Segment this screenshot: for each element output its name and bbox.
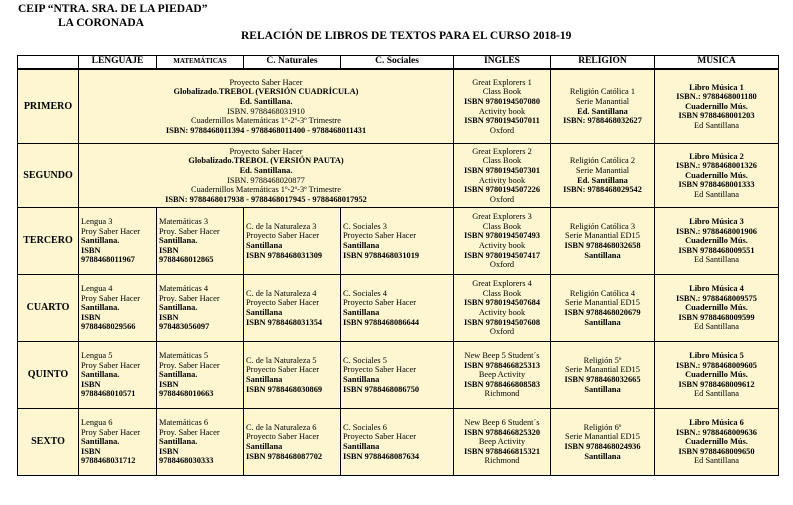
cell-line: Cuadernillo Mús. [685,170,748,180]
col-header-lengua: LENGUAJE [79,56,157,70]
cell-line: Proy. Saber Hacer [159,293,220,303]
cell-musica [655,69,779,144]
cell-ingles [454,144,551,208]
cell-line: Serie Manantial ED15 [565,298,640,308]
cell-line: Great Explorers 1 [472,77,532,87]
cell-line: ISBN: 9788468017938 - 9788468017945 - 9788468017952 [165,194,367,204]
cell-line: ISBN 9788468032665 [564,375,641,384]
cell-line: ISBN 9788468001333 [678,180,755,190]
cell-line: ISBN [81,245,101,255]
cell-line: ISBN [81,312,101,322]
cell-line: ISBN [159,312,179,322]
cell-line: Proy. Saber Hacer [159,226,220,236]
cell-line: Libro Música 2 [689,151,744,161]
cell-line: Ed Santillana [694,456,739,466]
cell-line: Serie Manantial ED15 [565,432,640,442]
cell-line: Proyecto Saber Hacer [343,432,417,442]
cell-line: Proyecto Saber Hacer [343,298,417,308]
cell-line: ISBN 9780194507608 [463,317,541,327]
cell-line: Proy. Saber Hacer [159,427,220,437]
cell-line: ISBN 9788468031354 [246,317,323,327]
cell-line: Ed. Santillana [577,106,628,116]
cell-naturales [244,208,341,275]
row-segundo [18,144,779,208]
cell-line: Globalizado.TREBOL (VERSIÓN CUADRÍCULA) [173,87,359,97]
cell-line: Libro Música 3 [689,217,744,227]
cell-ingles [454,275,551,342]
cell-line: Activity book [478,308,526,317]
books-table [17,55,779,476]
col-header-naturales: C. Naturales [244,56,341,70]
cell-line: ISBN 9788466825313 [463,360,541,370]
cell-line: Santillana [246,241,283,250]
cell-line: Serie Manantial ED15 [565,365,640,375]
cell-line: Santillana [246,308,283,317]
cell-line: Religión Católica 2 [569,156,636,166]
cell-matematicas [157,409,244,476]
cell-line: ISBN.: 9788468001906 [676,226,757,236]
cell-line: C. Sociales 6 [343,422,387,432]
cell-line: ISBN 9788468009650 [678,446,755,456]
cell-line: C. de la Naturaleza 4 [246,288,317,298]
grade-label: TERCERO [18,208,79,275]
cell-line: Class Book [482,221,522,231]
cell-line: Cuadernillo Mús. [685,370,748,380]
cell-line: Santillana [584,250,621,260]
cell-line: 9788468030333 [159,456,214,466]
row-sexto [18,409,779,476]
cell-line: Proyecto Saber Hacer [246,432,320,442]
cell-line: Proy Saber Hacer [81,293,141,303]
cell-religion [551,342,655,409]
grade-label: PRIMERO [18,69,79,144]
cell-line: Matemáticas 6 [159,418,209,428]
cell-line: ISBN 9780194507684 [463,298,541,308]
col-header-sociales: C. Sociales [341,56,454,70]
cell-line: Santillana. [81,236,120,246]
cell-line: Santillana [246,375,283,384]
cell-line: Ed Santillana [694,322,739,332]
header-row [18,56,779,70]
cell-religion [551,275,655,342]
cell-line: Proy Saber Hacer [81,427,141,437]
cell-line: ISBN 9788468009612 [678,379,755,389]
cell-line: Ed Santillana [694,389,739,399]
cell-line: Santillana. [159,236,198,246]
cell-line: ISBN: 9788468032627 [563,116,642,126]
corner-cell [18,56,79,70]
cell-line: Santillana [343,442,380,451]
cell-line: 9788468010571 [81,389,136,399]
cell-line: ISBN [159,379,179,389]
cell-line: ISBN [159,446,179,456]
col-header-musica: MÚSICA [655,56,779,70]
cell-sociales [341,342,454,409]
school-name-line2: LA CORONADA [58,17,144,29]
grade-label: CUARTO [18,275,79,342]
cell-line: Santillana. [81,303,120,313]
cell-sociales [341,208,454,275]
school-name [18,2,207,30]
cell-line: ISBN. 9788468031910 [227,106,305,116]
cell-religion [551,69,655,144]
cell-line: Oxford [489,194,515,204]
cell-line: 9788468029566 [81,322,136,332]
cell-line: Ed. Santillana [577,175,628,185]
cell-line: Proyecto Saber Hacer [229,77,303,87]
cell-lengua [79,208,157,275]
cell-line: Beep Activity [478,370,526,380]
cell-line: C. de la Naturaleza 6 [246,422,317,432]
cell-line: Religión 6º [583,422,622,432]
cell-line: Serie Manantial ED15 [565,231,640,241]
cell-line: New Beep 5 Student´s [464,351,540,361]
cell-line: ISBN 9788466825320 [463,427,541,437]
cell-line: Religión Católica 4 [569,288,636,298]
cell-globalizado [79,69,454,144]
cell-line: ISBN 9780194507301 [463,165,541,175]
cell-line: Santillana [246,442,283,451]
cell-religion [551,208,655,275]
cell-line: Cuadernillo Mús. [685,236,748,246]
cell-musica [655,208,779,275]
cell-line: Great Explorers 2 [472,146,532,156]
cell-line: Oxford [489,260,515,270]
cell-line: Cuadernillos Matemáticas 1º-2º-3º Trimestre [191,185,341,195]
cell-line: ISBN 9788466815321 [463,446,541,456]
cell-line: 9788468031712 [81,456,136,466]
cell-line: C. Sociales 4 [343,288,387,298]
cell-globalizado [79,144,454,208]
col-header-religion: RELIGIÓN [551,56,655,70]
school-name-line1: CEIP “NTRA. SRA. DE LA PIEDAD” [18,3,208,15]
cell-matematicas [157,208,244,275]
cell-line: 9788468011967 [81,255,135,265]
cell-line: Libro Música 5 [689,351,744,361]
grade-label: QUINTO [18,342,79,409]
cell-matematicas [157,342,244,409]
cell-line: ISBN 9780194507011 [464,116,540,126]
cell-line: Matemáticas 3 [159,217,209,227]
cell-line: Great Explorers 4 [472,279,532,289]
cell-line: Proyecto Saber Hacer [246,231,320,241]
cell-line: Ed Santillana [694,189,739,199]
cell-line: Cuadernillos Matemáticas 1º-2º-3º Trimestre [191,116,341,126]
cell-line: ISBN 9780194507417 [463,250,541,260]
cell-musica [655,144,779,208]
cell-line: Lengua 4 [81,284,113,294]
cell-line: C. de la Naturaleza 3 [246,221,317,231]
cell-line: ISBN 9780194507226 [463,185,541,195]
cell-line: ISBN 9788468009599 [678,312,755,322]
cell-line: Proyecto Saber Hacer [246,298,320,308]
cell-sociales [341,275,454,342]
cell-line: Ed. Santillana. [239,165,293,175]
cell-line: Proyecto Saber Hacer [229,146,303,156]
cell-line: ISBN 9788468024936 [564,442,641,451]
cell-naturales [244,342,341,409]
cell-line: Proyecto Saber Hacer [246,365,320,375]
cell-line: Santillana. [159,370,198,380]
cell-musica [655,275,779,342]
cell-line: Activity book [478,175,526,185]
cell-line: Activity book [478,241,526,250]
cell-line: Ed. Santillana. [239,96,293,106]
cell-line: Religión 5º [583,355,622,365]
cell-line: Libro Música 1 [689,82,744,92]
cell-religion [551,409,655,476]
cell-line: 9788468012865 [159,255,214,265]
cell-line: Santillana. [81,437,120,447]
cell-line: Lengua 6 [81,418,113,428]
cell-line: Matemáticas 4 [159,284,209,294]
cell-line: Activity book [478,106,526,116]
cell-line: C. Sociales 5 [343,355,387,365]
row-primero [18,69,779,144]
cell-line: ISBN.: 9788468009605 [676,360,757,370]
cell-line: 9788468010663 [159,389,214,399]
cell-line: ISBN 9788468001203 [678,111,755,121]
cell-line: ISBN.: 9788468001180 [676,92,757,102]
cell-line: ISBN: 9788468011394 - 9788468011400 - 9788468011431 [165,125,367,135]
cell-line: Class Book [482,156,522,166]
cell-line: Lengua 5 [81,351,113,361]
cell-naturales [244,275,341,342]
cell-line: Santillana. [159,303,198,313]
cell-line: Great Explorers 3 [472,212,532,222]
cell-line: Santillana [343,375,380,384]
cell-line: ISBN. 9788468020877 [227,175,305,185]
cell-line: Class Book [482,288,522,298]
cell-line: Cuadernillo Mús. [685,303,748,313]
cell-line: Proyecto Saber Hacer [343,365,417,375]
cell-line: ISBN 9788468086750 [343,384,420,394]
cell-musica [655,342,779,409]
cell-line: Serie Manantial [575,165,630,175]
cell-line: Santillana [584,317,621,327]
cell-line: ISBN [81,379,101,389]
cell-line: Proyecto Saber Hacer [343,231,417,241]
cell-lengua [79,409,157,476]
col-header-matematicas: MATEMÁTICAS [157,56,244,70]
cell-line: ISBN.: 9788468009575 [676,293,757,303]
cell-line: Santillana [343,308,380,317]
cell-line: Proy Saber Hacer [81,360,141,370]
grade-label: SEGUNDO [18,144,79,208]
cell-lengua [79,275,157,342]
cell-line: ISBN.: 9788468009636 [676,427,757,437]
cell-line: Lengua 3 [81,217,113,227]
document-title: RELACIÓN DE LIBROS DE TEXTOS PARA EL CURSO 2018-19 [241,30,572,42]
col-header-ingles: INGLES [454,56,551,70]
cell-line: ISBN 9788466808583 [463,379,541,389]
cell-line: Santillana [343,241,380,250]
cell-line: ISBN 9788468031019 [343,250,420,260]
cell-ingles [454,69,551,144]
cell-line: Santillana [584,384,621,394]
cell-line: C. de la Naturaleza 5 [246,355,317,365]
cell-line: New Beep 6 Student´s [464,418,540,428]
cell-line: ISBN 9788468087634 [343,451,420,461]
cell-line: ISBN 9788468020679 [564,308,641,317]
cell-line: ISBN 9788468032658 [564,241,641,250]
cell-line: C. Sociales 3 [343,221,387,231]
cell-line: ISBN 9788468009551 [678,245,755,255]
cell-line: Religión Católica 3 [569,221,636,231]
cell-line: Santillana [584,451,621,461]
cell-matematicas [157,275,244,342]
cell-ingles [454,342,551,409]
cell-line: Oxford [489,327,515,337]
row-tercero [18,208,779,275]
cell-line: Cuadernillo Mús. [685,437,748,447]
cell-line: ISBN 9780194507080 [463,96,541,106]
cell-line: Proy Saber Hacer [81,226,141,236]
cell-line: ISBN 9788468086644 [343,317,420,327]
cell-line: 978483056097 [159,322,210,332]
cell-lengua [79,342,157,409]
cell-line: ISBN 9788468087702 [246,451,323,461]
grade-label: SEXTO [18,409,79,476]
cell-line: Matemáticas 5 [159,351,209,361]
cell-line: Santillana. [159,437,198,447]
row-quinto [18,342,779,409]
cell-line: Santillana. [81,370,120,380]
cell-line: Richmond [484,389,520,399]
cell-line: Religión Católica 1 [569,87,636,97]
cell-line: ISBN: 9788468029542 [563,185,642,195]
cell-line: ISBN [81,446,101,456]
row-cuarto [18,275,779,342]
cell-line: Serie Manantial [575,96,630,106]
cell-ingles [454,208,551,275]
cell-line: Richmond [484,456,520,466]
cell-line: Ed Santillana [694,120,739,130]
cell-line: ISBN.: 9788468001326 [676,161,757,171]
cell-line: Proy. Saber Hacer [159,360,220,370]
cell-musica [655,409,779,476]
cell-line: Libro Música 4 [689,284,744,294]
cell-line: Class Book [482,87,522,97]
cell-ingles [454,409,551,476]
cell-line: Beep Activity [478,437,526,447]
cell-naturales [244,409,341,476]
cell-line: ISBN 9788468030869 [246,384,323,394]
cell-line: Libro Música 6 [689,418,744,428]
cell-line: Oxford [489,125,515,135]
cell-line: Ed Santillana [694,255,739,265]
cell-line: ISBN [159,245,179,255]
cell-line: Globalizado.TREBOL (VERSIÓN PAUTA) [188,156,344,166]
cell-line: ISBN 9788468031309 [246,250,323,260]
cell-line: ISBN 9780194507493 [463,231,541,241]
cell-religion [551,144,655,208]
cell-sociales [341,409,454,476]
cell-line: Cuadernillo Mús. [685,101,748,111]
